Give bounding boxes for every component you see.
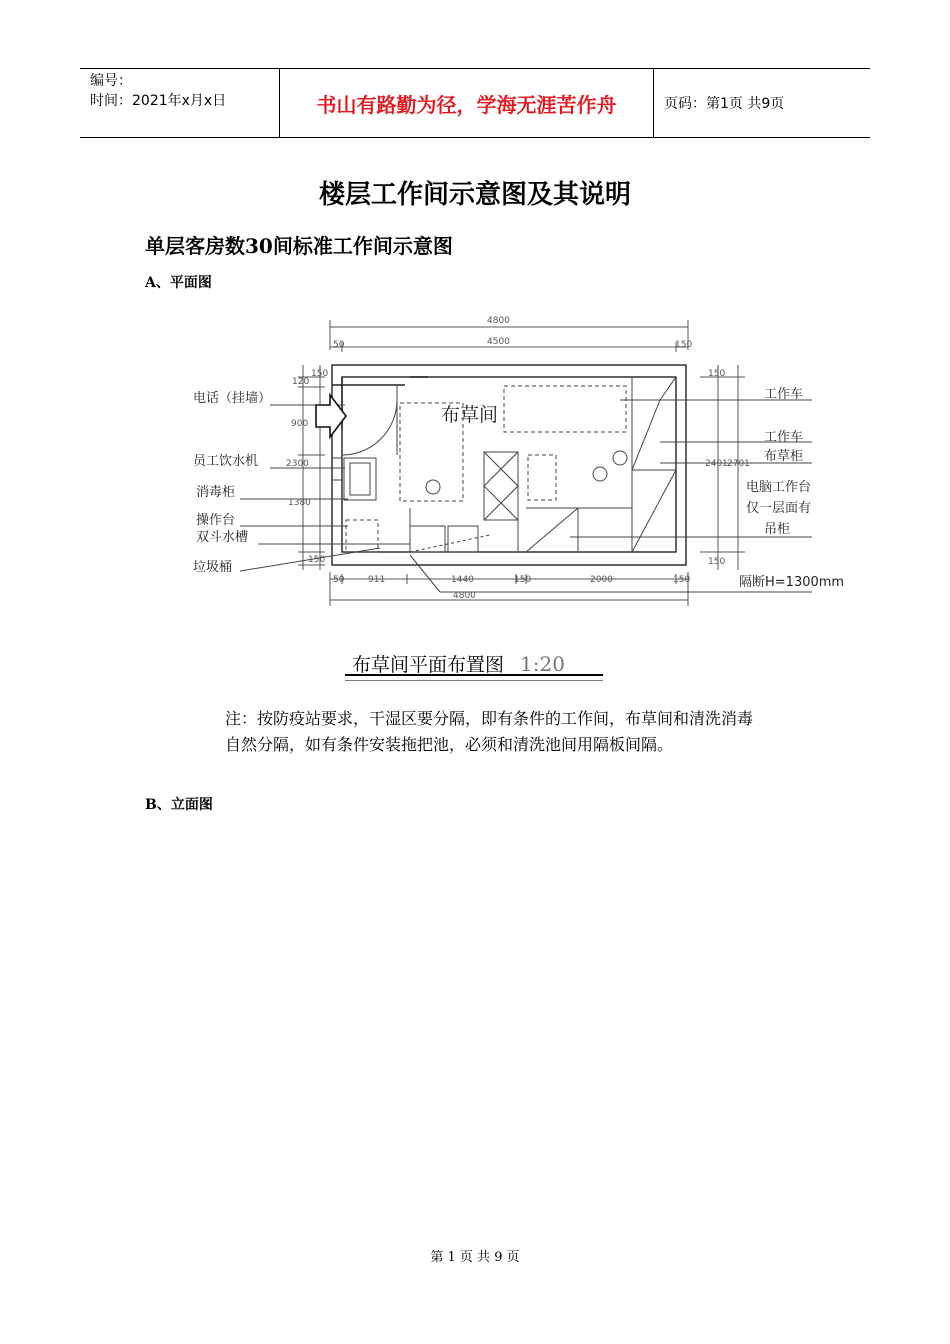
dim-left-3: 900 <box>291 419 309 429</box>
label-wall-cabinet: 吊柜 <box>764 522 791 537</box>
label-worktop: 操作台 <box>196 513 236 528</box>
header-info <box>80 69 280 137</box>
dim-left-4: 2300 <box>286 459 309 469</box>
page-title: 楼层工作间示意图及其说明 <box>318 180 631 210</box>
label-phone: 电话（挂墙） <box>193 391 272 406</box>
dim-left-1: 120 <box>292 377 310 387</box>
label-trash-bin: 垃圾桶 <box>193 560 233 575</box>
room-name-label: 布草间 <box>441 404 499 426</box>
dim-right-3: 2701 <box>727 459 750 469</box>
page-footer: 第 1 页 共 9 页 <box>430 1250 520 1265</box>
dim-bottom-2: 911 <box>368 575 386 585</box>
date-label: 时间：2021年x月x日 <box>90 93 227 109</box>
label-computer-desk: 电脑工作台 <box>746 480 812 495</box>
dim-bottom-1: 50 <box>333 575 345 585</box>
dim-left-5: 1380 <box>288 498 311 508</box>
label-partition-height: 隔断H=1300mm <box>739 575 845 590</box>
number-label: 编号： <box>90 73 132 89</box>
dim-top-right: 150 <box>675 340 693 350</box>
label-service-cart-1: 工作车 <box>764 387 804 402</box>
dim-left-2: 150 <box>311 369 329 379</box>
dim-top-inner: 4500 <box>487 337 510 347</box>
label-double-sink: 双斗水槽 <box>196 530 249 545</box>
plan-note: 注：按防疫站要求，干湿区要分隔，即有条件的工作间，布草间和清洗消毒自然分隔，如有条件安装拖把池，必须和清洗池间用隔板间隔。 <box>225 709 754 754</box>
plan-scale: 1:20 <box>520 652 565 676</box>
dim-top-total: 4800 <box>487 316 510 326</box>
header-motto: 书山有路勤为径，学海无涯苦作舟 <box>280 69 654 137</box>
dim-bottom-5: 2000 <box>590 575 613 585</box>
dim-top-left: 50 <box>333 340 345 350</box>
page-number-label: 页码：第1页 共9页 <box>664 96 785 112</box>
caption-underline-thin <box>345 680 603 681</box>
dim-right-1: 150 <box>708 369 726 379</box>
dim-bottom-6: 150 <box>673 575 691 585</box>
section-a-heading: A、平面图 <box>145 275 212 291</box>
page-header <box>80 68 870 138</box>
label-linen-cabinet: 布草柜 <box>764 449 804 464</box>
section-b-heading: B、立面图 <box>145 797 213 813</box>
label-water-dispenser: 员工饮水机 <box>193 454 259 469</box>
caption-underline <box>345 674 603 676</box>
dim-right-4: 150 <box>708 557 726 567</box>
page-subtitle: 单层客房数30间标准工作间示意图 <box>145 234 453 258</box>
dim-bottom-total: 4800 <box>453 591 476 601</box>
dim-right-2: 2401 <box>705 459 728 469</box>
dim-left-6: 150 <box>308 555 326 565</box>
dim-bottom-4: 150 <box>514 575 532 585</box>
dim-bottom-3: 1440 <box>451 575 474 585</box>
label-sterilizer: 消毒柜 <box>196 485 236 500</box>
label-first-floor-only: 仅一层面有 <box>746 501 812 516</box>
plan-caption <box>352 650 565 677</box>
floor-plan-drawing <box>180 300 860 601</box>
label-service-cart-2: 工作车 <box>764 430 804 445</box>
plan-caption-text: 布草间平面布置图 <box>352 654 505 676</box>
